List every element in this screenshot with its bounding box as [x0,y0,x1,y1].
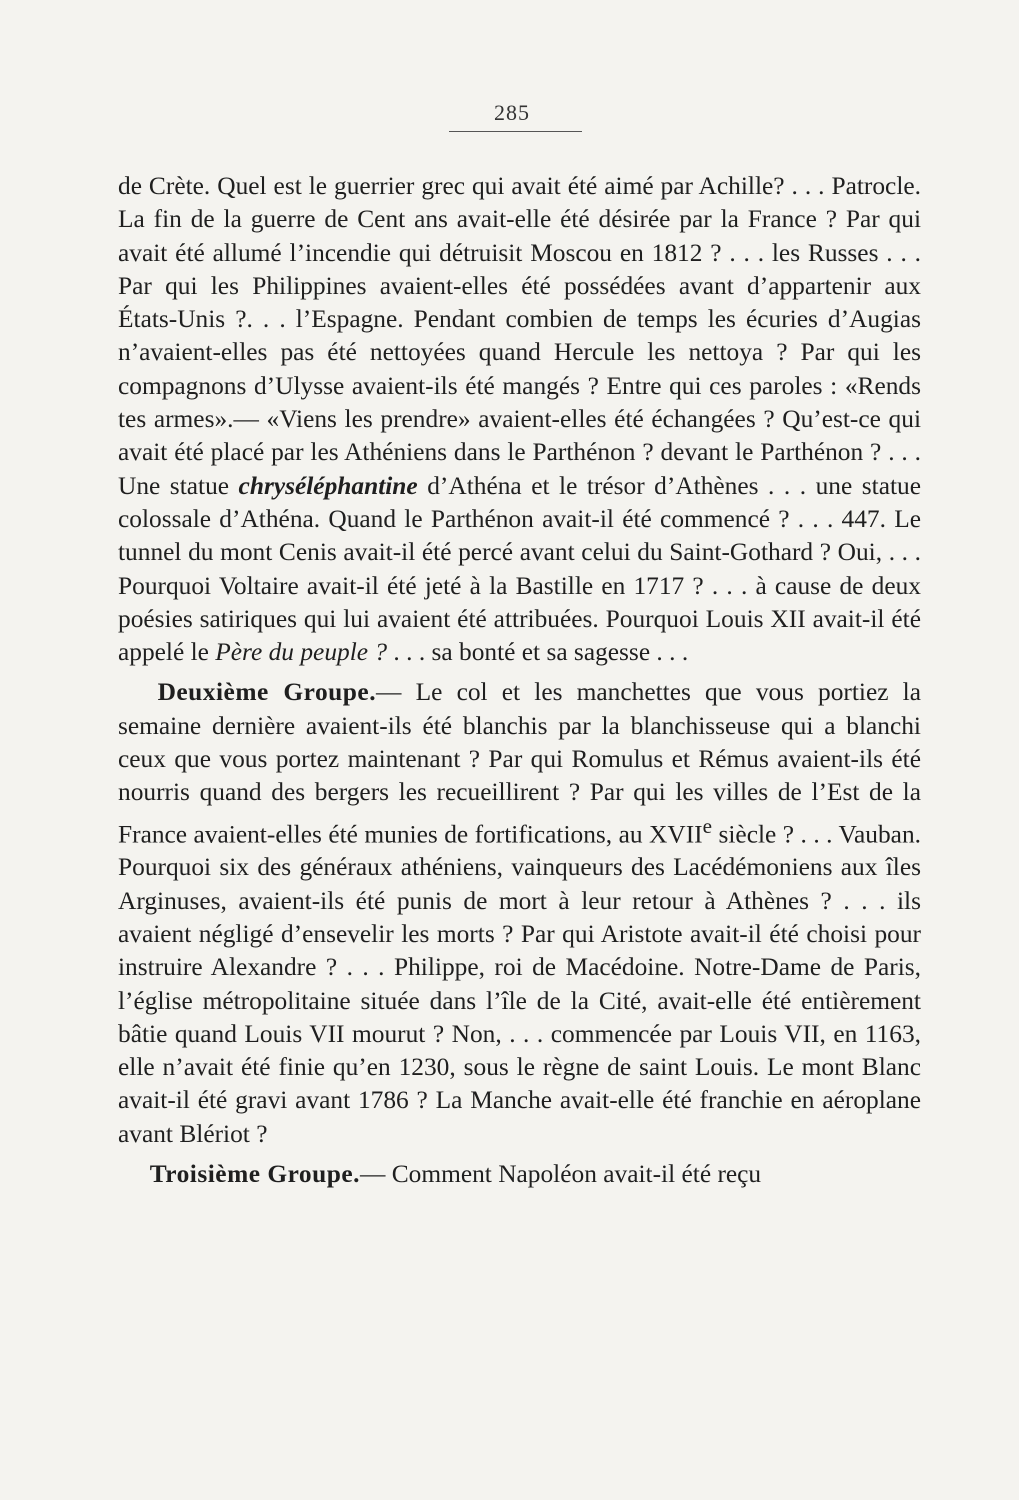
paragraph-questions [118,170,921,669]
page-number: 285 [494,100,530,125]
group-heading: Deuxième Groupe. [157,678,377,707]
paragraph-text: siècle ? . . . Vauban. Pourquoi six des généraux athéniens, vainqueurs des Lacédémoniens aux îles Arginuses, avaient-ils été punis de mort à leur retour à Athènes ? . . . ils avaient négligé d’ensevelir les morts ? Par qui Aristote avait-il été choisi pour instruire Alexandre ? . . . Philippe, roi de Macédoine. Notre-Dame de Paris, l’église métropolitaine située dans l’île de la Cité, avait-elle été entièrement bâtie quand Louis VII mourut ? Non, . . . commencée par Louis VII, en 1163, elle n’avait été finie qu’en 1230, sous le règne de saint Louis. Le mont Blanc avait-il été gravi avant 1786 ? La Manche avait-elle été franchie en aéroplane avant Blériot ? [118,820,921,1148]
italic-title: Père du peuple ? [215,638,388,667]
paragraph-troisieme-groupe [118,1158,921,1191]
paragraph-text: de Crète. Quel est le guerrier grec qui avait été aimé par Achille? . . . Patrocle. La fin de la guerre de Cent ans avait-elle été désirée par la France ? Par qui avait été allumé l’incendie qui détruisit Moscou en 1812 ? . . . les Russes . . . Par qui les Philippines avaient-elles été possédées avant d’appartenir aux États-Unis ?. . . l’Espagne. Pendant combien de temps les écuries d’Augias n’avaient-elles pas été nettoyées quand Hercule les nettoya ? Par qui les compagnons d’Ulysse avaient-ils été mangés ? Entre qui ces paroles : «Rends tes armes».— «Viens les prendre» avaient-elles été échangées ? Qu’est-ce qui avait été placé par les Athéniens dans le Parthénon ? devant le Parthénon ? . . . Une statue [118,172,921,500]
superscript: e [702,813,713,838]
paragraph-text: d’Athéna et le trésor d’Athènes . . . une statue colossale d’Athéna. Quand le Parthénon avait-il été commencé ? . . . 447. Le tunnel du mont Cenis avait-il été percé avant celui du Saint-Gothard ? Oui, . . . Pourquoi Voltaire avait-il été jeté à la Bastille en 1717 ? . . . à cause de deux poésies satiriques qui lui avaient été attribuées. Pourquoi Louis XII avait-il été appelé le [118,471,921,667]
paragraph-text: . . . sa bonté et sa sagesse . . . [387,638,689,667]
header-rule [449,131,582,132]
page-body [118,170,921,1191]
paragraph-text: — Le col et les manchettes que vous portiez la semaine dernière avaient-ils été blanchis par la blanchisseuse qui a blanchi ceux que vous portez maintenant ? Par qui Romulus et Rémus avaient-ils été nourris quand des bergers les recueillirent ? Par qui les villes de l’Est de la France avaient-elles été munies de fortifications, au XVII [118,678,921,849]
group-heading: Troisième Groupe. [149,1160,360,1189]
paragraph-deuxieme-groupe [118,676,921,1151]
paragraph-text: — Comment Napoléon avait-il été reçu [359,1160,762,1189]
italic-term: chryséléphantine [238,471,418,500]
